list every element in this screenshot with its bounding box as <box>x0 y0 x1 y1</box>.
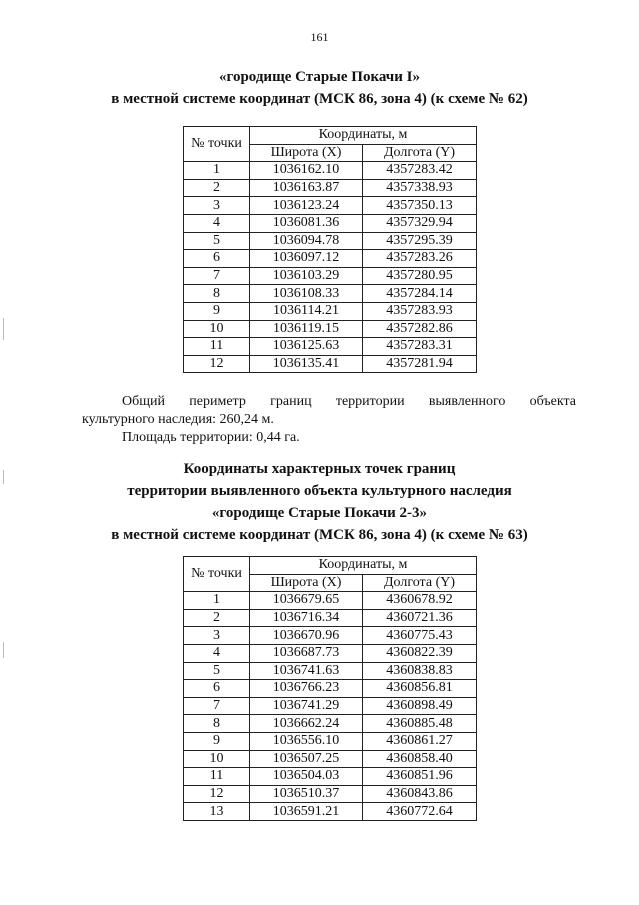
header-longitude: Долгота (Y) <box>363 574 477 592</box>
page-number: 161 <box>310 30 329 44</box>
table-1-body <box>184 162 477 373</box>
point-number-cell: 7 <box>184 697 250 715</box>
header-coordinates: Координаты, м <box>250 557 477 575</box>
heading-line: в местной системе координат (МСК 86, зона 4) (к схеме № 63) <box>111 527 528 543</box>
longitude-cell: 4357283.93 <box>363 302 477 320</box>
point-number-cell: 11 <box>184 768 250 786</box>
header-point-number: № точки <box>184 127 250 162</box>
point-number-cell: 8 <box>184 715 250 733</box>
coordinates-table-1 <box>183 126 477 373</box>
point-number-cell: 1 <box>184 162 250 180</box>
table-row <box>184 785 477 803</box>
latitude-cell: 1036716.34 <box>250 609 363 627</box>
latitude-cell: 1036094.78 <box>250 232 363 250</box>
latitude-cell: 1036662.24 <box>250 715 363 733</box>
point-number-cell: 3 <box>184 197 250 215</box>
header-point-number: № точки <box>184 557 250 592</box>
table-row <box>184 803 477 821</box>
table-row <box>184 697 477 715</box>
latitude-cell: 1036162.10 <box>250 162 363 180</box>
latitude-cell: 1036670.96 <box>250 627 363 645</box>
point-number-cell: 9 <box>184 302 250 320</box>
area-line: Площадь территории: 0,44 га. <box>122 430 300 445</box>
longitude-cell: 4357280.95 <box>363 267 477 285</box>
table-row <box>184 302 477 320</box>
longitude-cell: 4360856.81 <box>363 680 477 698</box>
longitude-cell: 4360843.86 <box>363 785 477 803</box>
longitude-cell: 4360678.92 <box>363 592 477 610</box>
table-row <box>184 750 477 768</box>
longitude-cell: 4360898.49 <box>363 697 477 715</box>
latitude-cell: 1036591.21 <box>250 803 363 821</box>
table-row <box>184 197 477 215</box>
point-number-cell: 5 <box>184 232 250 250</box>
table-row <box>184 768 477 786</box>
longitude-cell: 4360721.36 <box>363 609 477 627</box>
table-row <box>184 320 477 338</box>
longitude-cell: 4360851.96 <box>363 768 477 786</box>
longitude-cell: 4357338.93 <box>363 179 477 197</box>
longitude-cell: 4357283.26 <box>363 250 477 268</box>
longitude-cell: 4357329.94 <box>363 214 477 232</box>
longitude-cell: 4360775.43 <box>363 627 477 645</box>
latitude-cell: 1036679.65 <box>250 592 363 610</box>
latitude-cell: 1036103.29 <box>250 267 363 285</box>
longitude-cell: 4360885.48 <box>363 715 477 733</box>
perimeter-word: периметр <box>189 394 246 409</box>
header-latitude: Широта (X) <box>250 144 363 162</box>
longitude-cell: 4357283.31 <box>363 338 477 356</box>
latitude-cell: 1036125.63 <box>250 338 363 356</box>
table-row <box>184 267 477 285</box>
point-number-cell: 9 <box>184 732 250 750</box>
section-2-heading <box>0 458 639 546</box>
point-number-cell: 11 <box>184 338 250 356</box>
point-number-cell: 2 <box>184 179 250 197</box>
point-number-cell: 6 <box>184 680 250 698</box>
longitude-cell: 4360822.39 <box>363 644 477 662</box>
table-row <box>184 285 477 303</box>
latitude-cell: 1036135.41 <box>250 355 363 373</box>
coordinates-table-2 <box>183 556 477 821</box>
latitude-cell: 1036766.23 <box>250 680 363 698</box>
table-row <box>184 179 477 197</box>
latitude-cell: 1036510.37 <box>250 785 363 803</box>
header-longitude: Долгота (Y) <box>363 144 477 162</box>
longitude-cell: 4357284.14 <box>363 285 477 303</box>
table-row <box>184 214 477 232</box>
latitude-cell: 1036741.29 <box>250 697 363 715</box>
longitude-cell: 4360861.27 <box>363 732 477 750</box>
table-row <box>184 644 477 662</box>
perimeter-word: Общий <box>122 394 165 409</box>
table-row <box>184 232 477 250</box>
table-row <box>184 662 477 680</box>
longitude-cell: 4360772.64 <box>363 803 477 821</box>
latitude-cell: 1036687.73 <box>250 644 363 662</box>
point-number-cell: 4 <box>184 644 250 662</box>
table-row <box>184 355 477 373</box>
longitude-cell: 4360858.40 <box>363 750 477 768</box>
point-number-cell: 2 <box>184 609 250 627</box>
point-number-cell: 6 <box>184 250 250 268</box>
section-1-heading <box>0 66 639 110</box>
table-row <box>184 338 477 356</box>
latitude-cell: 1036507.25 <box>250 750 363 768</box>
territory-summary <box>82 393 576 447</box>
table-row <box>184 609 477 627</box>
heading-line: Координаты характерных точек границ <box>183 461 456 477</box>
heading-line: в местной системе координат (МСК 86, зона 4) (к схеме № 62) <box>111 91 528 107</box>
latitude-cell: 1036163.87 <box>250 179 363 197</box>
longitude-cell: 4357295.39 <box>363 232 477 250</box>
latitude-cell: 1036108.33 <box>250 285 363 303</box>
latitude-cell: 1036114.21 <box>250 302 363 320</box>
perimeter-line-2: культурного наследия: 260,24 м. <box>82 412 274 427</box>
scan-margin-mark <box>3 318 4 340</box>
perimeter-word: объекта <box>529 394 576 409</box>
point-number-cell: 7 <box>184 267 250 285</box>
perimeter-word: границ <box>270 394 312 409</box>
point-number-cell: 4 <box>184 214 250 232</box>
table-row <box>184 715 477 733</box>
latitude-cell: 1036097.12 <box>250 250 363 268</box>
latitude-cell: 1036741.63 <box>250 662 363 680</box>
longitude-cell: 4357350.13 <box>363 197 477 215</box>
latitude-cell: 1036556.10 <box>250 732 363 750</box>
longitude-cell: 4357282.86 <box>363 320 477 338</box>
point-number-cell: 13 <box>184 803 250 821</box>
point-number-cell: 10 <box>184 320 250 338</box>
latitude-cell: 1036504.03 <box>250 768 363 786</box>
perimeter-word: выявленного <box>428 394 506 409</box>
heading-line: территории выявленного объекта культурного наследия <box>127 483 512 499</box>
table-row <box>184 250 477 268</box>
perimeter-word: территории <box>335 394 405 409</box>
point-number-cell: 10 <box>184 750 250 768</box>
point-number-cell: 8 <box>184 285 250 303</box>
point-number-cell: 1 <box>184 592 250 610</box>
longitude-cell: 4360838.83 <box>363 662 477 680</box>
scan-margin-mark <box>3 642 4 658</box>
point-number-cell: 12 <box>184 355 250 373</box>
table-2-body <box>184 592 477 821</box>
scan-margin-mark <box>3 470 4 484</box>
header-coordinates: Координаты, м <box>250 127 477 145</box>
table-row <box>184 732 477 750</box>
heading-line: «городище Старые Покачи 2-3» <box>211 505 428 521</box>
table-row <box>184 627 477 645</box>
longitude-cell: 4357283.42 <box>363 162 477 180</box>
header-latitude: Широта (X) <box>250 574 363 592</box>
table-row <box>184 680 477 698</box>
table-row <box>184 162 477 180</box>
latitude-cell: 1036123.24 <box>250 197 363 215</box>
point-number-cell: 12 <box>184 785 250 803</box>
perimeter-line-1 <box>82 393 576 411</box>
point-number-cell: 5 <box>184 662 250 680</box>
latitude-cell: 1036081.36 <box>250 214 363 232</box>
latitude-cell: 1036119.15 <box>250 320 363 338</box>
longitude-cell: 4357281.94 <box>363 355 477 373</box>
point-number-cell: 3 <box>184 627 250 645</box>
heading-line: «городище Старые Покачи I» <box>219 69 420 85</box>
table-row <box>184 592 477 610</box>
